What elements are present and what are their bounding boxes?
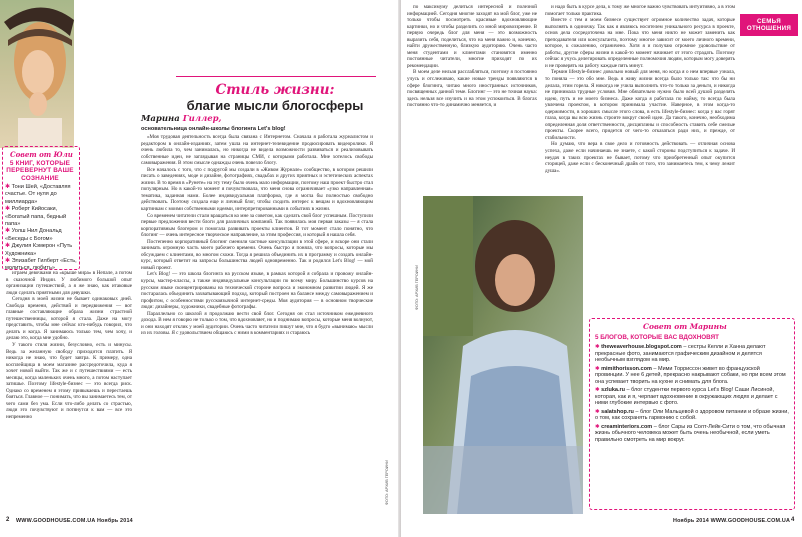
list-item: ✱ Джулия Кэмерон «Путь Художника» bbox=[5, 243, 73, 257]
paragraph: В моем деле нельзя расслабляться, поэтому я постоянно учусь и отслеживаю, какие новые тренды появляются в сфере блогинга, читаю много иностранных источников, посвященных данной теме. Блогинг — это не точная наука: здесь нельзя все изучить и на этом успокоиться. В блогах постоянно что-то динамично меняется, и bbox=[407, 69, 537, 109]
blog-link[interactable]: theweaverhouse.blogspot.com bbox=[601, 344, 682, 350]
middle-column-text bbox=[141, 134, 373, 510]
header-rule-top bbox=[176, 76, 376, 77]
list-item: ✱ Роберт Кийосаки, «Богатый папа, бедный папа» bbox=[5, 206, 67, 228]
list-item: ✱ Уолш Нил Дональд «Беседы с Богом» bbox=[5, 228, 62, 242]
paragraph: У такого стиля жизни, безусловно, есть и минусы. Ведь за желанную свободу приходится платить. Я никогда не знаю, что будет завтра. К примеру, одна косплейщица в моем магазине рассредоточила, куда я хочет новой выйти. Так же и с путешествиями — есть месяцы, когда маленьких очень много, а потом наступает затишье. Поэтому lifestyle-бизнес — это всегда риск. Однако со временем я этому привыкаешь и перестаешь бояться. Главное — понимать, что вы занимаетесь тем, от чего сами без ума. Если что-либо делать со страстью, люди это почувствуют и потянутся к вам — все это непременно bbox=[6, 342, 132, 421]
sidebar-title-marina: Совет от Марины bbox=[643, 322, 727, 331]
footer-right: Ноябрь 2014 WWW.GOODHOUSE.COM.UA bbox=[673, 518, 791, 524]
blog-link[interactable]: szluka.ru bbox=[601, 387, 625, 394]
list-item: ✱ creaminteriors.com – блог Сары из Солт-Лейк-Сити о том, что обычная жизнь обычного человека может быть очень необычной, если уметь правильно смотреть на мир вокруг. bbox=[595, 423, 786, 443]
paragraph: Со временем читатели стали вращаться ко мне за советом, как сделать свой блог успешным. Поступили первые предложения вести блоги для различных компаний. Так появилась моя первая заказы — я стала корпоративным блогером и помогала развивать проекты клиентов. В тот момент стало понятно, что блогинг — очень интересное творческое направление, за этим профессия, и который я нашла себя. bbox=[141, 212, 373, 239]
blog-link[interactable]: creaminteriors.com bbox=[601, 423, 653, 430]
blogs-list bbox=[595, 344, 789, 445]
list-item: ✱ szluka.ru – блог студентки первого курса Let's Blog! Саши Лисиной, которая, как и я, черпает вдохновение в окружающих людях и делает с ними глубокие интервью с фото. bbox=[595, 387, 778, 407]
paragraph: Сегодня в моей жизни не бывает одинаковых дней. Свобода времени, действий и передвижения — вот главные составляющие образа жизни страстной путешественницы, которой я стала. Даже на могу представить, чтобы мне сейчас кто-нибудь говорил, что делать и когда. Я занимаюсь только тем, чем хочу, и делаю это, когда мне удобно. bbox=[6, 296, 132, 342]
blog-link[interactable]: mimithorisson.com bbox=[601, 365, 652, 372]
right-page bbox=[401, 0, 802, 537]
portrait-photo-yulia bbox=[0, 0, 74, 148]
page-number-left: 2 bbox=[6, 517, 10, 523]
list-item: ✱ mimithorisson.com – Мими Торриссон живет во французской провинции. У нее 6 детей, прекрасно накрывают собаки, но при всем этом она успевает творить на кухне и снимать для блога. bbox=[595, 365, 786, 385]
article-byline: Марина Гиллер, bbox=[141, 114, 222, 124]
footer-left: WWW.GOODHOUSE.COM.UA Ноябрь 2014 bbox=[16, 518, 133, 524]
right-column-1-text bbox=[407, 4, 537, 202]
sidebar-heading-books: 5 КНИГ, КОТОРЫЕ ПЕРЕВЕРНУТ ВАШЕ СОЗНАНИЕ bbox=[6, 160, 74, 182]
paragraph: Постепенно корпоративный блогинг сменили частные консультации в этой сфере, и вскоре они стали занимать огромную часть моего рабочего времени. Очень быстро я поняла, что вопросы, которые мы обсуждаем с клиентами, во многом схожи. Тогда я решила объединить их в программу и создать онлайн-курс, который ответит на запросы большинства людей одновременно. Так и родился Let's Blog! — мой новый проект. bbox=[141, 238, 373, 271]
sidebar-title-yulia: Совет от Юли bbox=[10, 150, 73, 159]
paragraph: Параллельно со школой я продолжаю вести свой блог. Сегодня он стал источником ежедневного дохода. В нем я говорю не только о том, что вдохновляет, но и поднимаю вопросы, которые меня волнуют, и они находят отклик у моей аудитории. Очень часто читатели пишут мне, что я будто «вынимаю» мысли из их головы. Я с удовольствием общаюсь с ними в комментариях и стараюсь bbox=[141, 310, 373, 337]
paragraph: Let's Blog! — это школа блогинга на русском языке, в рамках которой я собрала и провожу онлайн-курсы, мастер-классы, а также индивидуальные консультации по всему миру. Большинство курсов на русском языке сконцентрированы на технической стороне вопроса и экономном развитии людей. Я же постаралась объединить захватывающий подход, который построен на балансе между самовыражением и профитом, с особенностями русскоязычной интернет-среды. Моя аудитория — в основном творческие люди: дизайнеры, художники, свадебные фотографы. bbox=[141, 271, 373, 311]
paragraph: Термин lifestyle-бизнес довольно новый для меня, но когда я о нем впервые узнала, то поняла — это обо мне. Ведь я живу жизни всегда было только так: что бы ни делала, этим горела. Я никогда не учила выполнить что-то только за деньги, и никогда не принимала трудные условия. Мне обязательно нужно было всей душой разделять идею, путь и не моего бизнеса. Даже когда я работала по найму, то всегда была увлечена проектом, в котором принимала участие. Наверное, в этом когда-то одержимости, в хороших смысле этого слова, в есть lifestyle-бизнес: когда у вас горят глаза, когда вы всю жизнь строите вокруг своей идеи. Да такого, конечно, необходима определенная доля ответственности, дисциплины и способность ставить себе смелые проекты. Скорее всего, придется от чего-то отказаться ради них, и прежде, от стабильности. bbox=[545, 69, 735, 141]
paragraph: Все началось с того, что с подругой мы создали в «Живом Журнале» сообщество, в котором решили писать о заведениях, моде и дизайне, фотографиях, свадьбах и других приятных и эстетических аспектах жизни. В то время в «Рунете» на эту тему было очень мало информации, поэтому наш проект быстро стал популярным. Но в какой-то момент я почувствовала, что меня снова ограничивает «узко направленная» тематика, заданная нами. Более индивидуальная платформа, где я могла бы полностью свободно действовать. Поэтому создала еще и личный блог, чтобы сходить интерес к вещам и вдохновляющим картинкам с моими собственными идеями, интерпретированными в событиях в жизни. bbox=[141, 166, 373, 213]
list-item: ✱ Элизабет Гилберт «Есть, молиться, любить» bbox=[5, 258, 77, 272]
list-item: ✱ theweaverhouse.blogspot.com – сестры Келли и Ханна делают прекрасные фото, занимаются графическим дизайном и делятся необычным взглядом на мир. bbox=[595, 344, 766, 364]
left-page bbox=[0, 0, 399, 537]
photo-credit-marina: ФОТО: АРХИВ ГЕРОИНИ bbox=[415, 265, 419, 310]
paragraph: «Моя трудовая деятельность всегда была связана с Интернетом. Сначала я работала журналистом и редактором в онлайн-изданиях, затем ушла на интернет-телевидение продюсировать видеоролики. Я очень любила то, чем занималась, но никогда не видела возможности развиваться и реализовывать собственные идеи, не заглядывая на страницы СМИ, с которыми работала. Мне хотелось свободы самовыражения. В этом смысле однажды очень повезло блогу. bbox=[141, 134, 373, 167]
paragraph: Но думаю, что вера в свое дело и готовность действовать — отличная основа успеха, даже если начинаешь не знаете, с какой стороны подступиться к задаче. И неудач в таких проектах не бывает, потому что приобретенный опыт окупится сторицей, даже если с бесконечный драйв от того, что занимаетесь тем, к чему лежит душа». bbox=[545, 141, 735, 174]
paragraph: и надо быть в курсе дела, к тому же многое важно чувствовать интуитивно, а в этом помогает только практика. bbox=[545, 4, 735, 17]
paragraph: Вместе с тем я моем бизнесе существует огромное количество задач, которые выполнять в одиночку. Так как я являюсь носителем уникального ресурса в проекте, основ дела сосредоточена на мне. Пока что меня никто не может заменить как преподавателя или консультанта, поэтому многое зависит от моего личного времени, которое, к сожалению, ограничено. Хотя я и получаю огромное удовольствие от работы, другие сферы жизни в какой-то момент начинает от этого страдать. Поэтому сейчас я учусь делегировать определенные полномочия людям, которым могу доверять и не проверять на работу каждые пять минут. bbox=[545, 17, 735, 69]
section-badge: СЕМЬЯ ОТНОШЕНИЯ bbox=[740, 14, 798, 36]
list-item: ✱ Тони Шей, «Доставляя счастье. От нуля до миллиарда» bbox=[5, 184, 71, 205]
author-role: основательница онлайн-школы блогинга Let's blog! bbox=[141, 126, 286, 132]
list-item: ✱ salatshop.ru – блог Оли Мальцевой о здоровом питании и образе жизни, о том, как сохранять гармонию с собой. bbox=[595, 408, 789, 422]
left-column-text bbox=[6, 270, 132, 510]
portrait-photo-marina bbox=[423, 196, 583, 514]
page-number-right: 4 bbox=[791, 517, 795, 523]
article-kicker: Стиль жизни: bbox=[215, 82, 335, 98]
paragraph: по максимуму делиться интересной и полезной информацией. Сегодня многие заходят на мой блог, уже не только чтобы посмотреть красивые вдохновляющие картинки, но и чтобы разделить со мной мировоззрение. В первую очередь блог для меня — это возможность выразить себя, поделиться, что на меня важно и, конечно, найти дружественную, близкую аудиторию. Очень часто меня студентами и клиентами становятся именно постоянные читатели, многие приходят по их рекомендации. bbox=[407, 4, 537, 69]
paragraph: играем девочками на «крыше мира» в Непале, а потом в сказочной Индии. У любимого большой опыт организации путешествий, а я же знаю, как итаковые люди сделать приятными для девушки. bbox=[6, 270, 132, 296]
sidebar-heading-blogs: 5 БЛОГОВ, КОТОРЫЕ ВАС ВДОХНОВЯТ bbox=[595, 334, 719, 341]
books-list bbox=[5, 184, 78, 273]
article-headline: благие мысли блогосферы bbox=[186, 98, 364, 113]
blog-link[interactable]: salatshop.ru bbox=[601, 408, 634, 415]
photo-credit: ФОТО: АРХИВ ГЕРОИНИ bbox=[385, 460, 389, 505]
